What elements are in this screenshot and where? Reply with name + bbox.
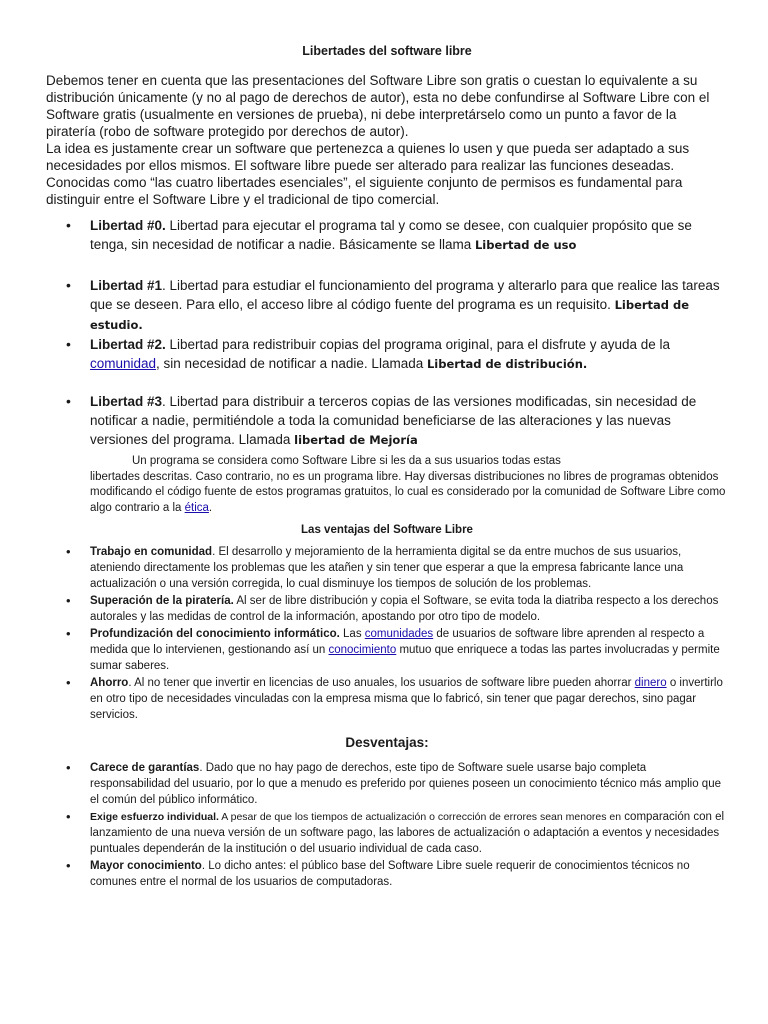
ventaja-2-text-1: Las [339,628,365,640]
ventaja-0-text: . El desarrollo y mejoramiento de la herramienta digital se da entre muchos de sus usuarios, ateniendo directamente los problemas que les atañen y sin tener que esperar a que la empresa fabricante lance una actualización o una versión corregida, lo cual disminuye los tiempos de solución de los problemas. [90,546,684,590]
ventaja-3-text-1: . Al no tener que invertir en licencias de uso anuales, los usuarios de software libre pueden ahorrar [128,677,635,689]
desventaja-1-label: Exige esfuerzo individual. [90,811,219,823]
note-rest: libertades descritas. Caso contrario, no es un programa libre. Hay diversas distribuciones no libres de programas obtenidos modificando el código fuente de estos programas gratuitos, lo cual es considerado por la comunidad de Software Libre como algo contrario a la [90,470,726,514]
list-item-libertad-0 [90,216,728,255]
dinero-link[interactable]: dinero [634,677,667,689]
document-title: Libertades del software libre [302,44,472,58]
conocimiento-link[interactable]: conocimiento [328,644,397,656]
ventaja-3-text-2: o invertirlo en otro tipo de necesidades vinculadas con la empresa misma que lo fabricó, sin tener que pagar derechos, sino pagar servicios. [90,677,723,721]
intro-section [46,72,728,208]
libertad-3-label: Libertad #3 [90,394,163,409]
desventaja-2-label: Mayor conocimiento [90,860,202,872]
list-item-libertad-2 [90,335,728,374]
ventaja-1-text: Al ser de libre distribución y copia el Software, se evita toda la diatriba respecto a los derechos autorales y las medidas de control de la información, apostando por otro tipo de modelo. [90,595,719,623]
libertad-0-label: Libertad #0. [90,218,166,233]
list-item-ventaja-0 [90,544,728,592]
libertad-0-tag: Libertad de uso [474,238,577,252]
list-item-desventaja-0 [90,760,728,808]
ventajas-list [46,544,728,723]
ventajas-title: Las ventajas del Software Libre [301,524,473,536]
list-item-desventaja-1 [90,809,728,857]
libertad-2-text-1: Libertad para redistribuir copias del programa original, para el disfrute y ayuda de la [165,337,671,352]
note-paragraph [90,454,728,516]
desventaja-1-text-small: A pesar de que los tiempos de actualización o corrección de errores sean menores en [218,811,622,823]
libertad-3-tag: libertad de Mejoría [294,433,418,447]
desventajas-title: Desventajas: [345,735,429,750]
desventaja-1-text: comparación con el lanzamiento de una nueva versión de un software pago, las labores de actualización o adaptación a eventos y necesidades puntuales dependerán de la institución o del usuario individual de cada caso. [90,811,725,855]
desventaja-2-text: . Lo dicho antes: el público base del Software Libre suele requerir de conocimientos técnicos no comunes entre el normal de los usuarios de computadoras. [90,860,690,888]
ventaja-2-text-2: de usuarios de software libre aprenden al respecto a medida que lo intervienen, gestionando así un [90,628,705,656]
ventaja-2-text-3: mutuo que enriquece a todas las partes involucradas y permite sumar saberes. [90,644,720,672]
list-item-libertad-3 [90,392,728,450]
libertad-3-text: . Libertad para distribuir a terceros copias de las versiones modificadas, sin necesidad de notificar a nadie, permitiéndole a toda la comunidad beneficiarse de las alteraciones y las nuevas versiones del programa. [90,394,697,447]
libertades-list [46,216,728,450]
comunidad-link[interactable]: comunidad [90,356,157,371]
ventaja-3-label: Ahorro [90,677,129,689]
intro-paragraph-3: Conocidas como “las cuatro libertades esenciales”, el siguiente conjunto de permisos es fundamental para distinguir entre el Software Libre y el tradicional de tipo comercial. [46,175,683,207]
libertad-1-tag: Libertad de estudio. [90,298,690,332]
libertad-2-tag: Libertad de distribución. [426,357,588,371]
note-line-1: Un programa se considera como Software Libre si les da a sus usuarios todas estas [132,455,561,467]
libertad-2-label: Libertad #2. [90,337,166,352]
desventajas-list [46,760,728,890]
ventaja-0-label: Trabajo en comunidad [90,546,213,558]
list-item-ventaja-1 [90,593,728,625]
comunidades-link[interactable]: comunidades [364,628,434,640]
libertad-2-text-2: , sin necesidad de notificar a nadie. Llamada [156,356,427,371]
ventaja-1-label: Superación de la piratería. [90,595,234,607]
etica-link[interactable]: ética [184,501,209,514]
list-item-desventaja-2 [90,858,728,890]
list-item-ventaja-2 [90,626,728,674]
list-item-ventaja-3 [90,675,728,723]
desventaja-0-label: Carece de garantías [90,762,200,774]
note-end: . [208,501,213,514]
list-item-libertad-1 [90,276,728,335]
libertad-1-text: . Libertad para estudiar el funcionamiento del programa y alterarlo para que realice las tareas que se deseen. Para ello, el acceso libre al código fuente del programa es un requisito. [90,278,720,312]
libertad-3-tail: Llamada [234,432,295,447]
libertad-1-label: Libertad #1 [90,278,163,293]
libertad-0-text: Libertad para ejecutar el programa tal y como se desee, con cualquier propósito que se tenga, sin necesidad de notificar a nadie. Básicamente se llama [90,218,692,252]
ventaja-2-label: Profundización del conocimiento informático. [90,628,340,640]
intro-paragraph-1: Debemos tener en cuenta que las presentaciones del Software Libre son gratis o cuestan lo equivalente a su distribución únicamente (y no al pago de derechos de autor), esta no debe confundirse al Software Libre con el Software gratis (usualmente en versiones de prueba), ni debe interpretárselo como un punto a favor de la piratería (robo de software protegido por derechos de autor). [46,73,710,139]
intro-paragraph-2: La idea es justamente crear un software que pertenezca a quienes lo usen y que pueda ser adaptado a sus necesidades por ellos mismos. El software libre puede ser alterado para realizar las funciones deseadas. [46,141,690,173]
desventaja-0-text: . Dado que no hay pago de derechos, este tipo de Software suele usarse bajo completa responsabilidad del usuario, por lo que a menudo es preferido por quienes poseen un conocimiento técnico más amplio que el común del público informático. [90,762,721,806]
